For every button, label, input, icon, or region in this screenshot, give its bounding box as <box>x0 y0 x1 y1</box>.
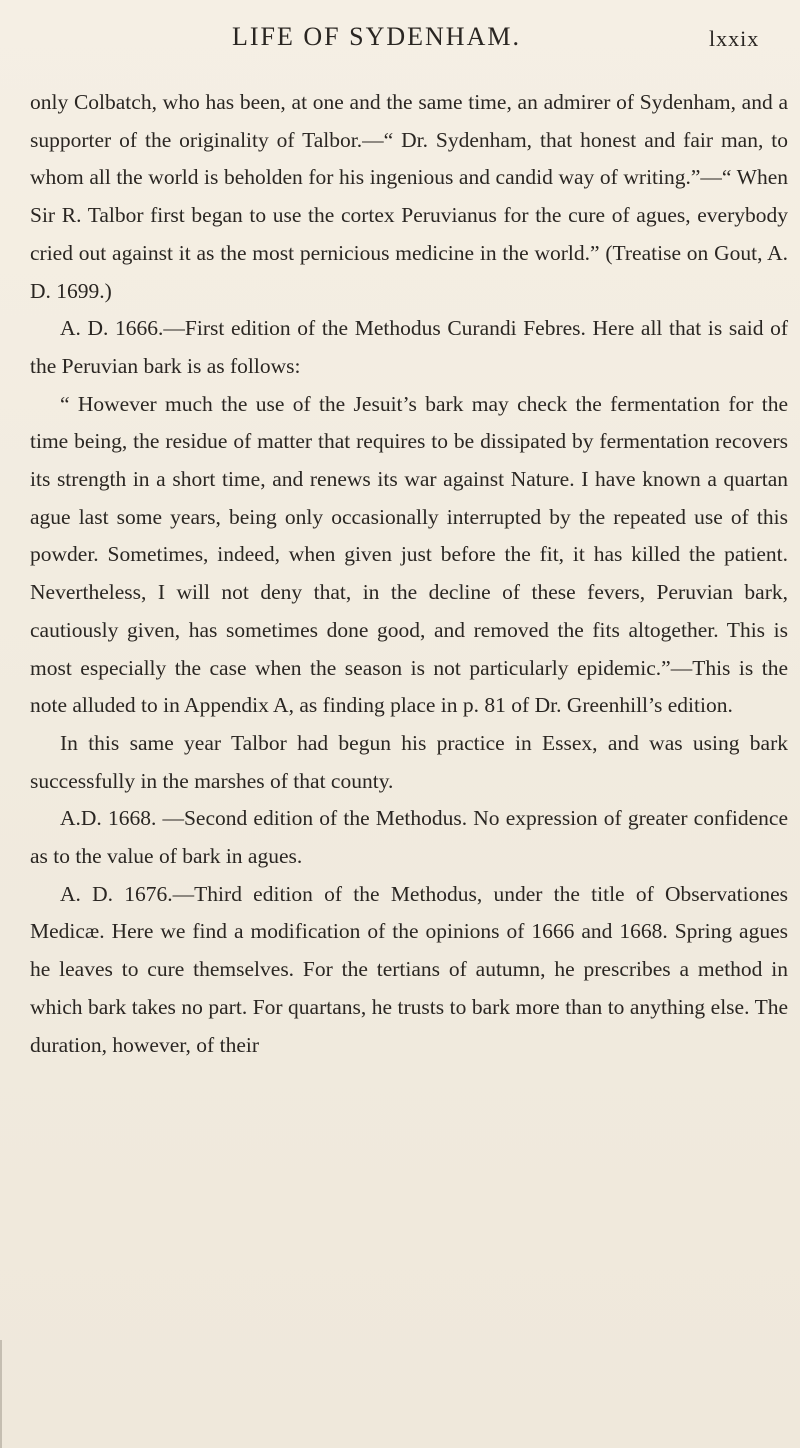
page-edge-shadow <box>0 1340 8 1448</box>
page-number: lxxix <box>709 26 760 51</box>
paragraph-jesuits-bark-quote: “ However much the use of the Jesuit’s bark may check the fermentation for the time being, the residue of matter that requires to be dissipated by fermentation recovers its strength in a short time, and renews its war against Nature. I have known a quartan ague last some years, being only occasionally interrupted by the repeated use of this powder. Sometimes, indeed, when given just before the fit, it has killed the patient. Nevertheless, I will not deny that, in the decline of these fevers, Peruvian bark, cautiously given, has sometimes done good, and removed the fits altogether. This is most especially the case when the season is not particularly epidemic.”—This is the note alluded to in Appendix A, as finding place in p. 81 of Dr. Greenhill’s edition. <box>30 391 788 718</box>
paragraph-1668-second-edition: A.D. 1668. —Second edition of the Methodus. No expression of greater confidence as to the value of bark in agues. <box>30 806 788 869</box>
running-head <box>0 22 800 62</box>
paragraph-1676-third-edition: A. D. 1676.—Third edition of the Methodus, under the title of Observationes Medicæ. Here we find a modification of the opinions of 1666 and 1668. Spring agues he leaves to cure themselves. For the tertians of autumn, he prescribes a method in which bark takes no part. For quartans, he trusts to bark more than to anything else. The duration, however, of their <box>30 881 788 1057</box>
paragraph-1666-first-edition: A. D. 1666.—First edition of the Methodus Curandi Febres. Here all that is said of the Peruvian bark is as follows: <box>30 316 788 378</box>
body-text <box>30 84 788 1064</box>
running-title: LIFE OF SYDENHAM. <box>232 22 521 51</box>
paragraph-talbor-essex: In this same year Talbor had begun his practice in Essex, and was using bark successfully in the marshes of that county. <box>30 730 788 793</box>
paragraph-colbatch-quote: only Colbatch, who has been, at one and the same time, an admirer of Sydenham, and a supporter of the originality of Talbor.—“ Dr. Sydenham, that honest and fair man, to whom all the world is beholden for his ingenious and candid way of writing.”—“ When Sir R. Talbor first began to use the cortex Peruvianus for the cure of agues, everybody cried out against it as the most pernicious medicine in the world.” (Treatise on Gout, A. D. 1699.) <box>30 90 788 303</box>
